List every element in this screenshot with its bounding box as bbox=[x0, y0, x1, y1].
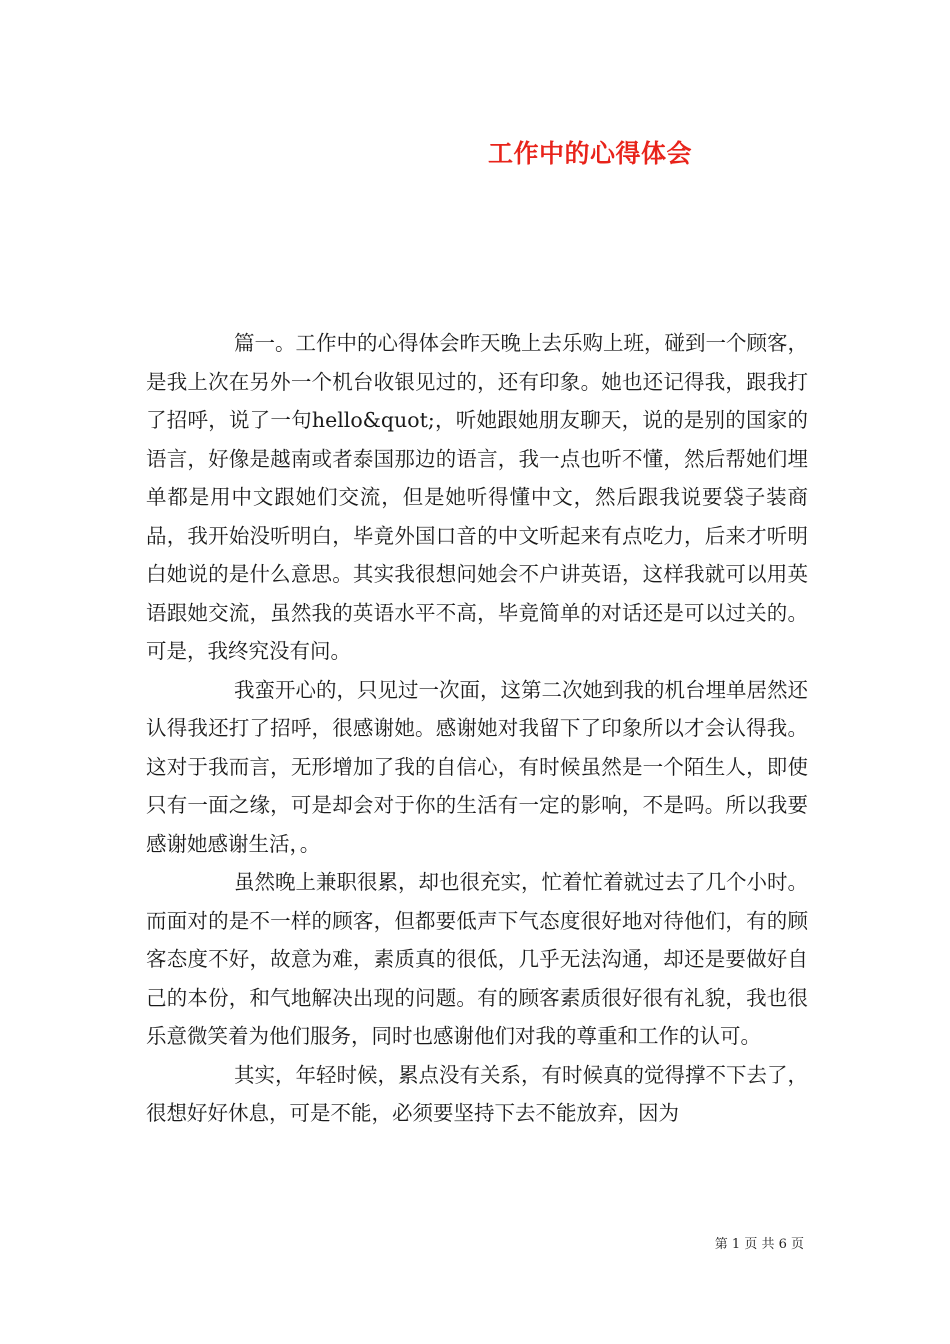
paragraph-1: 篇一。工作中的心得体会昨天晚上去乐购上班，碰到一个顾客，是我上次在另外一个机台收银见过的，还有印象。她也还记得我，跟我打了招呼，说了一句hello&quot;，听她跟她朋友聊天，说的是别的国家的语言，好像是越南或者泰国那边的语言，我一点也听不懂，然后帮她们埋单都是用中文跟她们交流，但是她听得懂中文，然后跟我说要袋子装商品，我开始没听明白，毕竟外国口音的中文听起来有点吃力，后来才听明白她说的是什么意思。其实我很想问她会不户讲英语，这样我就可以用英语跟她交流，虽然我的英语水平不高，毕竟简单的对话还是可以过关的。可是，我终究没有问。 bbox=[146, 331, 808, 663]
document-body bbox=[146, 324, 808, 1133]
page-number-footer: 第 1 页 共 6 页 bbox=[714, 1237, 804, 1252]
document-title: 工作中的心得体会 bbox=[487, 139, 692, 168]
paragraph-3: 虽然晚上兼职很累，却也很充实，忙着忙着就过去了几个小时。而面对的是不一样的顾客，但都要低声下气态度很好地对待他们，有的顾客态度不好，故意为难，素质真的很低，几乎无法沟通，却还是要做好自己的本份，和气地解决出现的问题。有的顾客素质很好很有礼貌，我也很乐意微笑着为他们服务，同时也感谢他们对我的尊重和工作的认可。 bbox=[146, 870, 808, 1048]
paragraph-4: 其实，年轻时候，累点没有关系，有时候真的觉得撑不下去了，很想好好休息，可是不能，必须要坚持下去不能放弃，因为 bbox=[146, 1062, 808, 1125]
paragraph-2: 我蛮开心的，只见过一次面，这第二次她到我的机台埋单居然还认得我还打了招呼，很感谢她。感谢她对我留下了印象所以才会认得我。这对于我而言，无形增加了我的自信心，有时候虽然是一个陌生人，即使只有一面之缘，可是却会对于你的生活有一定的影响，不是吗。所以我要感谢她感谢生活，。 bbox=[146, 677, 808, 856]
